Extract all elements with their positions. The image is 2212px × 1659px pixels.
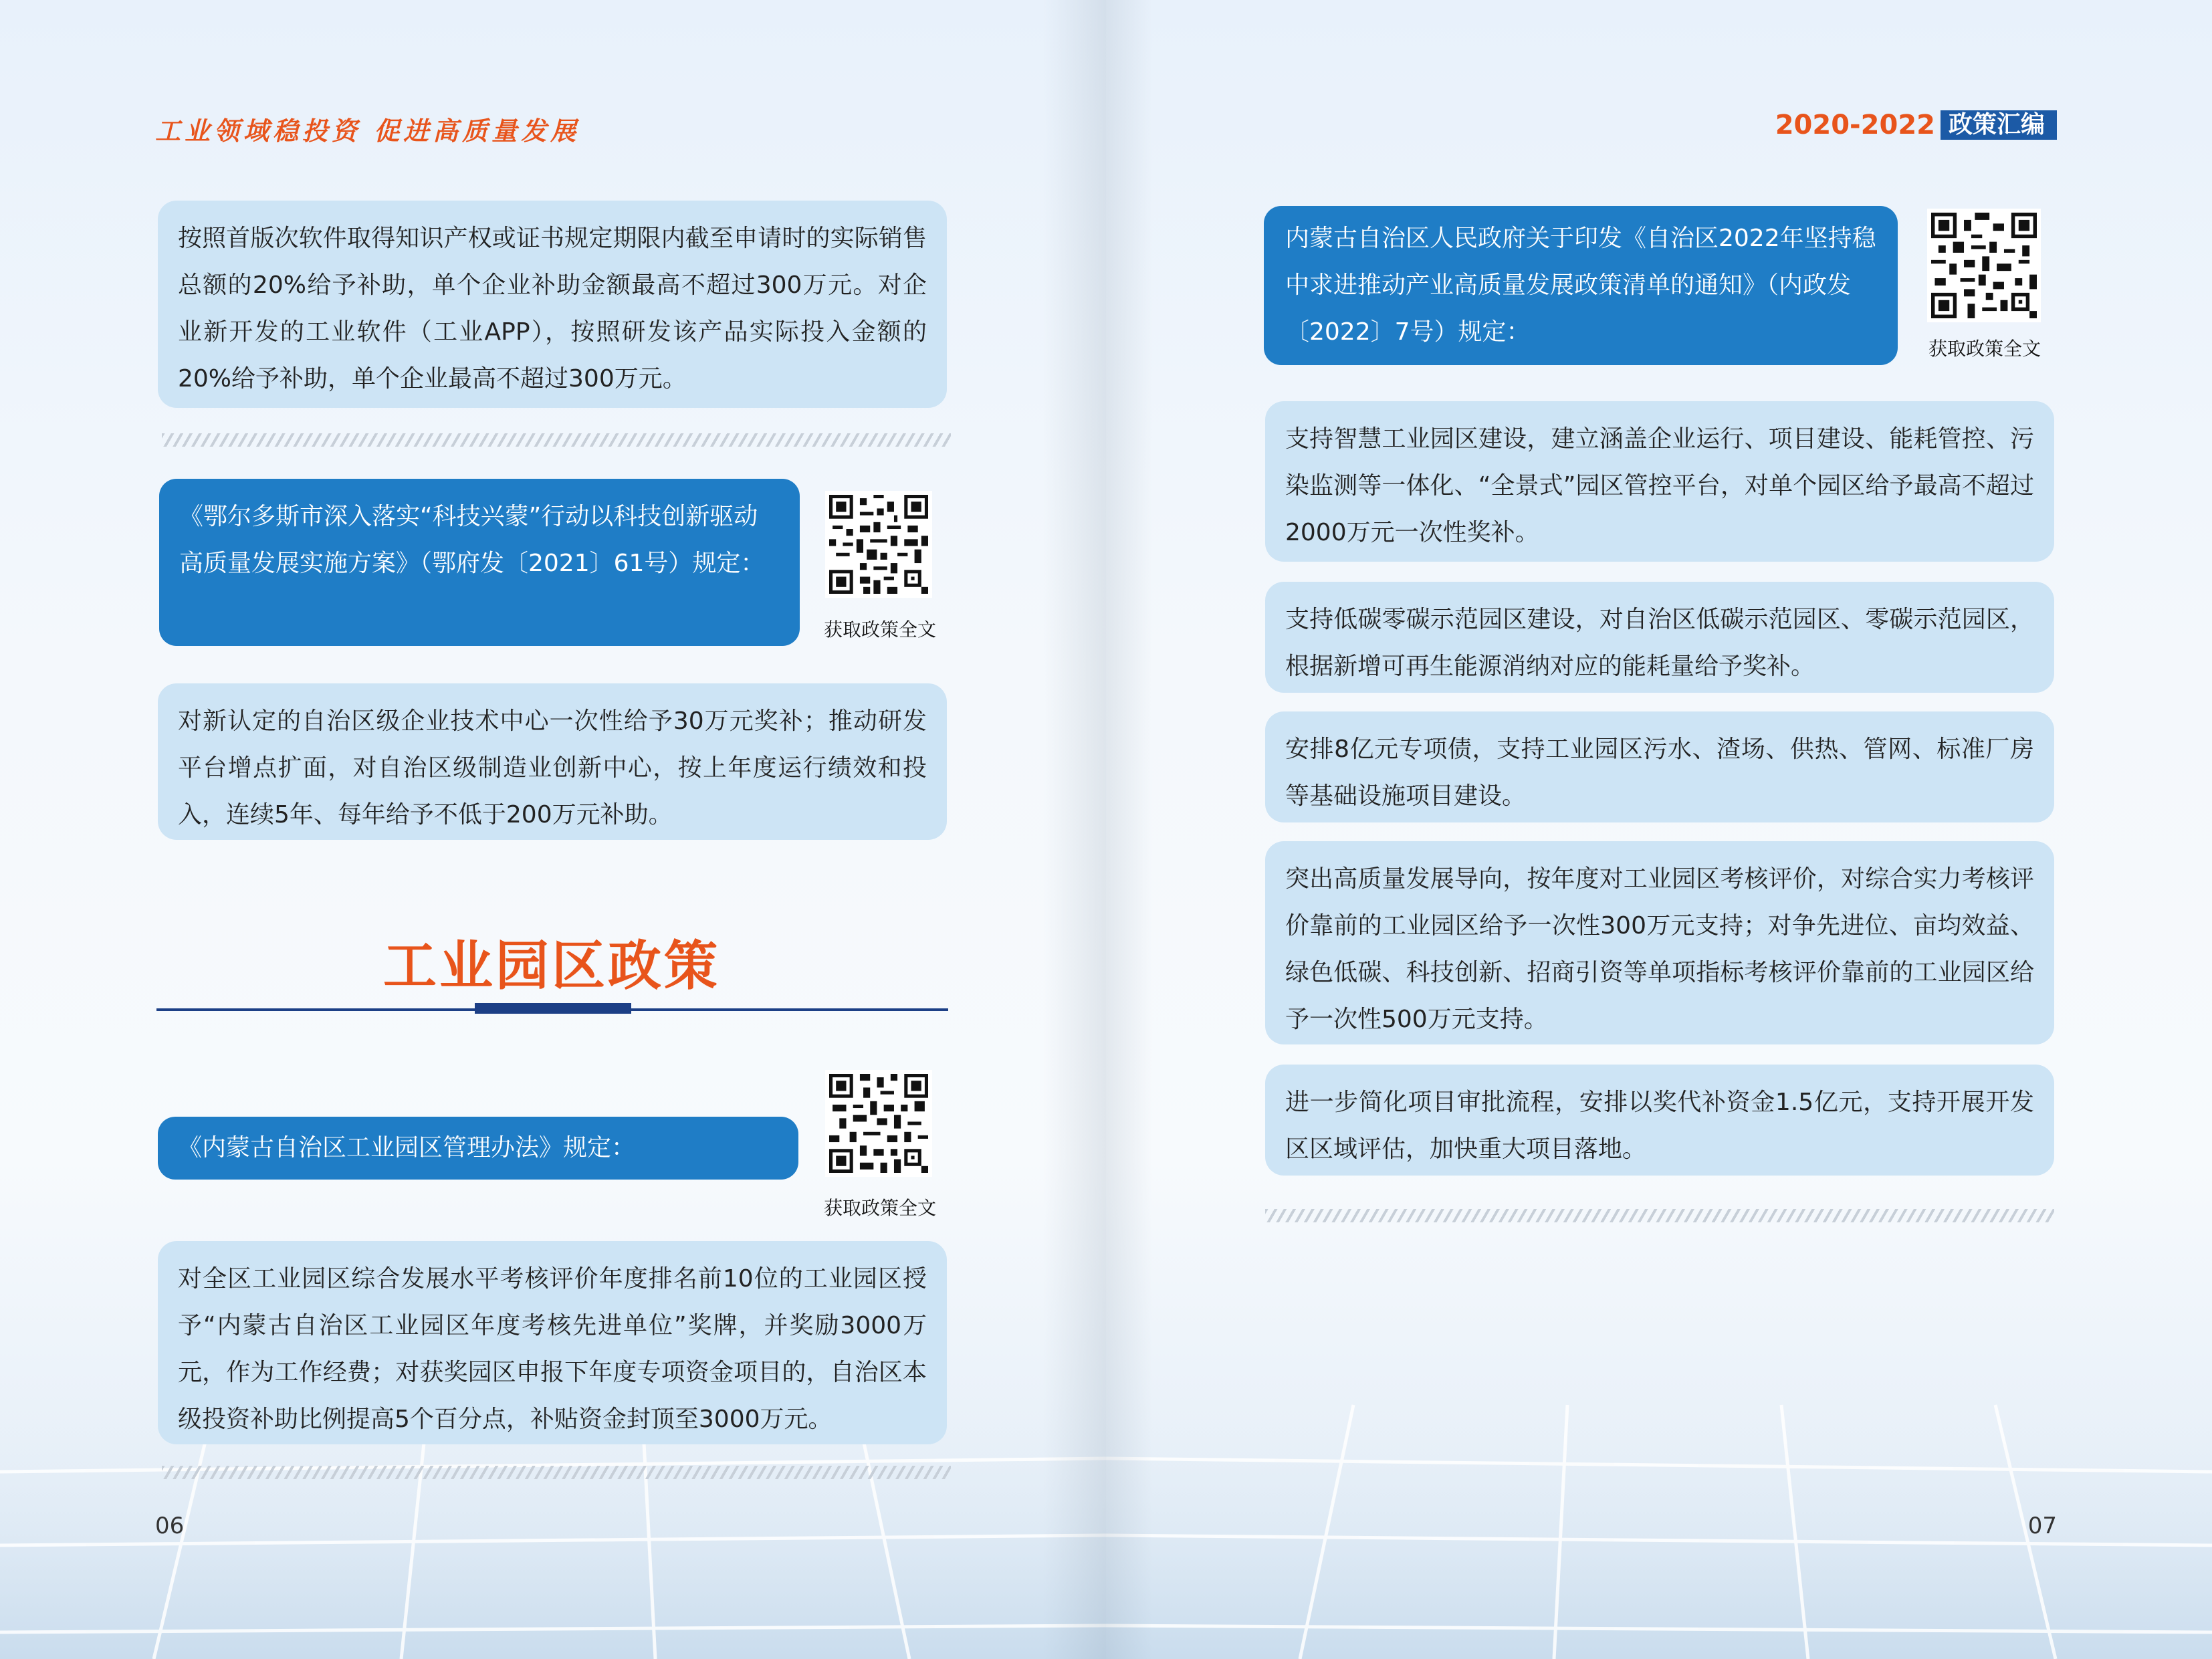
qr-caption: 获取政策全文 <box>823 619 936 641</box>
intro-text-box: 按照首版次软件取得知识产权或证书规定期限内截至申请时的实际销售总额的20%给予补助，单个企业补助金额最高不超过300万元。对企业新开发的工业软件（工业APP），按照研发该产品实际投入金额的20%给予补助，单个企业最高不超过300万元。 <box>158 201 947 408</box>
page-number: 06 <box>155 1513 185 1539</box>
running-header: 工业领域稳投资 促进高质量发展 <box>155 116 580 146</box>
policy-title-box: 《鄂尔多斯市深入落实“科技兴蒙”行动以科技创新驱动高质量发展实施方案》（鄂府发〔2021〕61号）规定： <box>159 479 800 646</box>
header-year: 2020-2022 <box>1775 110 1935 140</box>
qr-caption: 获取政策全文 <box>1928 338 2041 360</box>
policy-item-box: 支持智慧工业园区建设，建立涵盖企业运行、项目建设、能耗管控、污染监测等一体化、“全景式”园区管控平台，对单个园区给予最高不超过2000万元一次性奖补。 <box>1265 401 2054 562</box>
policy-item-box: 安排8亿元专项债，支持工业园区污水、渣场、供热、管网、标准厂房等基础设施项目建设。 <box>1265 711 2054 822</box>
policy-text-box: 对新认定的自治区级企业技术中心一次性给予30万元奖补；推动研发平台增点扩面，对自治区级制造业创新中心，按上年度运行绩效和投入，连续5年、每年给予不低于200万元补助。 <box>158 683 947 840</box>
policy-text-box: 对全区工业园区综合发展水平考核评价年度排名前10位的工业园区授予“内蒙古自治区工业园区年度考核先进单位”奖牌，并奖励3000万元，作为工作经费；对获奖园区申报下年度专项资金项目的，自治区本级投资补助比例提高5个百分点，补贴资金封顶至3000万元。 <box>158 1241 947 1444</box>
running-header <box>1775 109 2057 141</box>
page-number: 07 <box>2027 1513 2057 1539</box>
qr-code[interactable] <box>1927 209 2041 322</box>
qr-code-icon <box>829 1074 928 1173</box>
section-title-bar <box>475 1003 631 1014</box>
qr-code[interactable] <box>825 491 932 598</box>
qr-code-icon <box>829 495 928 594</box>
qr-caption: 获取政策全文 <box>823 1197 936 1219</box>
policy-title-box: 内蒙古自治区人民政府关于印发《自治区2022年坚持稳中求进推动产业高质量发展政策清单的通知》（内政发〔2022〕7号）规定： <box>1264 206 1898 365</box>
policy-item-box: 突出高质量发展导向，按年度对工业园区考核评价，对综合实力考核评价靠前的工业园区给予一次性300万元支持；对争先进位、亩均效益、绿色低碳、科技创新、招商引资等单项指标考核评价靠前的工业园区给予一次性500万元支持。 <box>1265 841 2054 1044</box>
qr-code[interactable] <box>825 1070 932 1177</box>
policy-title-box: 《内蒙古自治区工业园区管理办法》规定： <box>158 1117 798 1180</box>
policy-item-box: 进一步简化项目审批流程，安排以奖代补资金1.5亿元，支持开展开发区区域评估，加快重大项目落地。 <box>1265 1065 2054 1176</box>
hatch-divider <box>1265 1209 2054 1222</box>
header-tag: 政策汇编 <box>1941 110 2057 140</box>
spine-shadow <box>1043 0 1106 1659</box>
spine-shadow <box>1106 0 1153 1659</box>
qr-code-icon <box>1931 213 2037 318</box>
hatch-divider <box>162 433 951 447</box>
hatch-divider <box>162 1466 951 1479</box>
section-title: 工业园区政策 <box>383 934 720 997</box>
policy-item-box: 支持低碳零碳示范园区建设，对自治区低碳示范园区、零碳示范园区，根据新增可再生能源消纳对应的能耗量给予奖补。 <box>1265 582 2054 693</box>
right-page <box>1106 0 2212 1659</box>
